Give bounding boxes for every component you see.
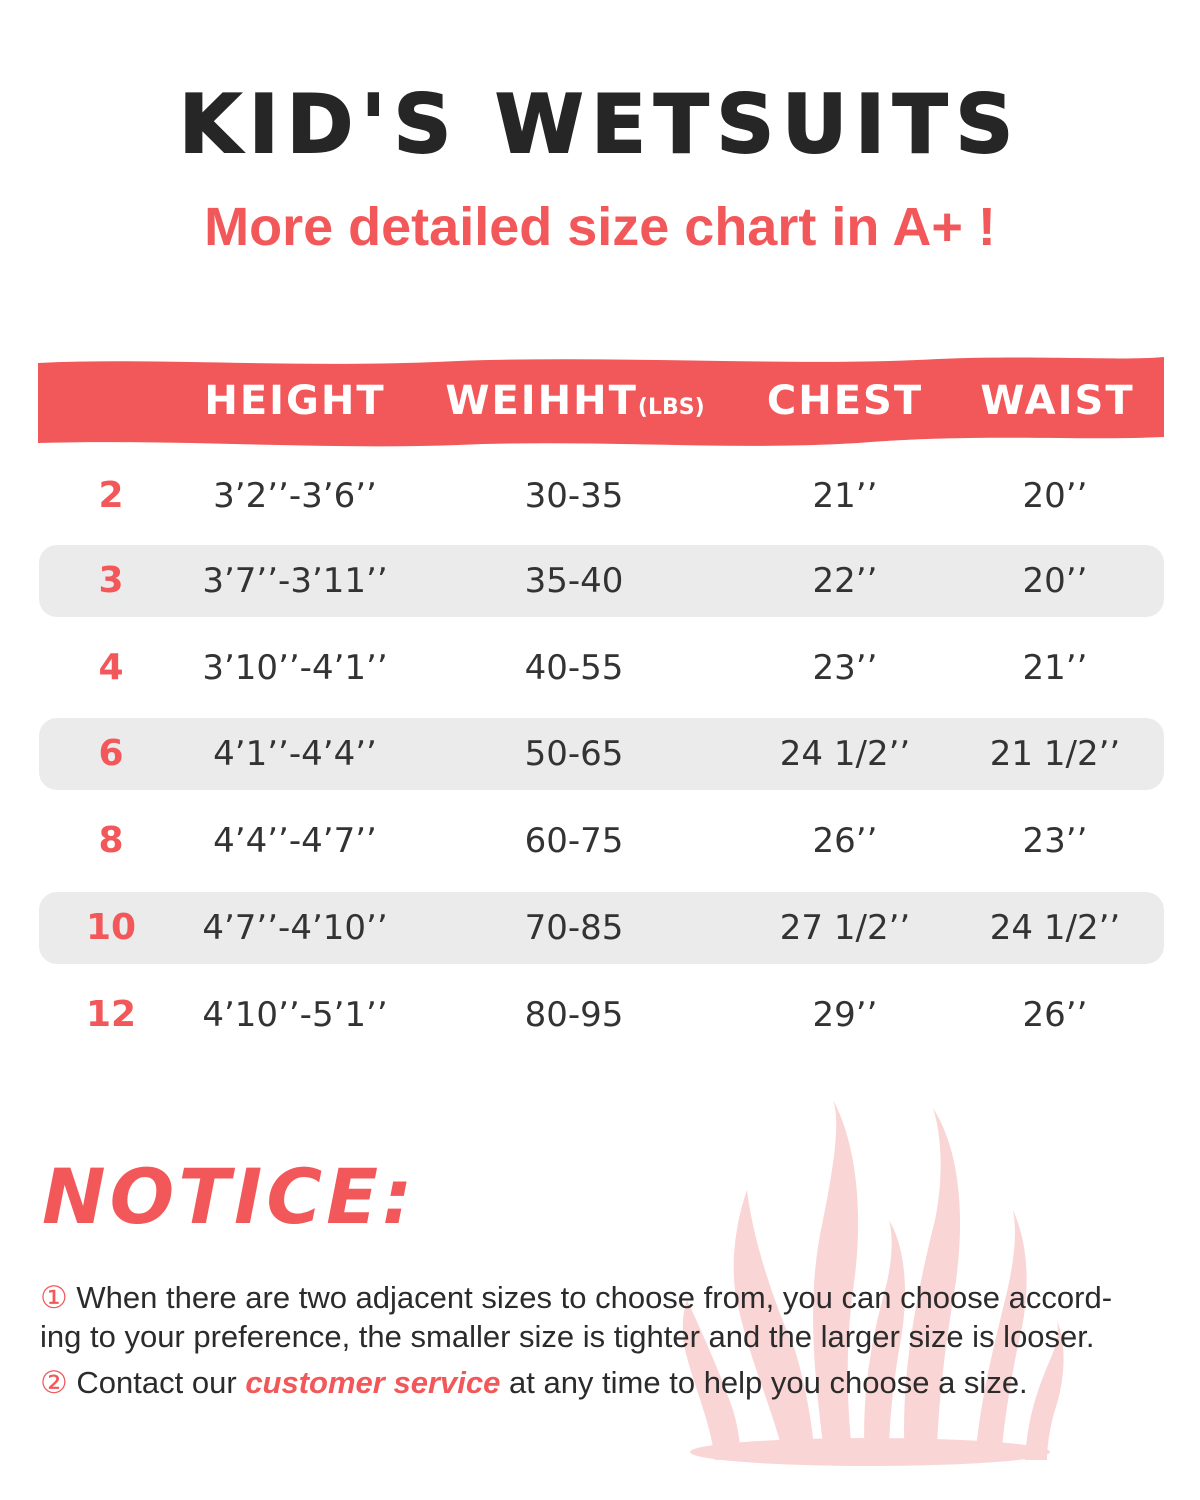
size-cell: 3 xyxy=(98,560,124,601)
column-header-chest: CHEST xyxy=(766,378,924,424)
waist-cell: 26’’ xyxy=(1022,995,1088,1035)
weight-cell: 40-55 xyxy=(524,648,624,688)
size-cell: 12 xyxy=(85,994,137,1035)
height-cell: 3’2’’-3’6’’ xyxy=(213,476,377,516)
table-row xyxy=(39,805,1164,877)
weight-cell: 30-35 xyxy=(524,476,624,516)
chest-cell: 27 1/2’’ xyxy=(779,908,911,948)
waist-cell: 20’’ xyxy=(1022,476,1088,516)
waist-cell: 21’’ xyxy=(1022,648,1088,688)
notice-item-1-text: When there are two adjacent sizes to choose from, you can choose accord- xyxy=(76,1280,1113,1315)
column-header-height: HEIGHT xyxy=(204,378,386,424)
notice-item-1 xyxy=(40,1280,1170,1316)
table-row xyxy=(39,979,1164,1051)
chest-cell: 24 1/2’’ xyxy=(779,734,911,774)
height-cell: 4’1’’-4’4’’ xyxy=(213,734,377,774)
column-header-waist: WAIST xyxy=(980,378,1135,424)
weight-cell: 50-65 xyxy=(524,734,624,774)
column-header-weight-unit: (LBS) xyxy=(637,395,705,420)
table-row xyxy=(39,545,1164,617)
column-header-weight-label: WEIHHT xyxy=(445,378,638,424)
chest-cell: 22’’ xyxy=(812,561,878,601)
customer-service-link[interactable]: customer service xyxy=(245,1365,501,1400)
weight-cell: 80-95 xyxy=(524,995,624,1035)
table-row xyxy=(39,718,1164,790)
size-cell: 2 xyxy=(98,475,124,516)
notice-item-1-continued: ing to your preference, the smaller size is tighter and the larger size is looser. xyxy=(40,1319,1095,1354)
size-cell: 6 xyxy=(98,733,124,774)
height-cell: 4’7’’-4’10’’ xyxy=(202,908,388,948)
height-cell: 3’7’’-3’11’’ xyxy=(202,561,388,601)
notice-title: NOTICE: xyxy=(42,1152,417,1241)
waist-cell: 24 1/2’’ xyxy=(989,908,1121,948)
notice-item-2-number: ② xyxy=(40,1365,68,1400)
size-cell: 8 xyxy=(98,820,124,861)
chest-cell: 29’’ xyxy=(812,995,878,1035)
waist-cell: 21 1/2’’ xyxy=(989,734,1121,774)
weight-cell: 60-75 xyxy=(524,821,624,861)
notice-item-2-text-start: Contact our xyxy=(76,1365,237,1400)
chest-cell: 21’’ xyxy=(812,476,878,516)
notice-item-2-text-end: at any time to help you choose a size. xyxy=(508,1365,1028,1400)
weight-cell: 35-40 xyxy=(524,561,624,601)
waist-cell: 20’’ xyxy=(1022,561,1088,601)
notice-item-1-number: ① xyxy=(40,1280,68,1315)
weight-cell: 70-85 xyxy=(524,908,624,948)
chest-cell: 26’’ xyxy=(812,821,878,861)
size-cell: 10 xyxy=(85,907,137,948)
page-title: KID'S WETSUITS xyxy=(178,78,1022,171)
chest-cell: 23’’ xyxy=(812,648,878,688)
height-cell: 4’4’’-4’7’’ xyxy=(213,821,377,861)
column-header-weight xyxy=(430,378,720,424)
size-cell: 4 xyxy=(98,647,124,688)
height-cell: 3’10’’-4’1’’ xyxy=(202,648,388,688)
page-subtitle: More detailed size chart in A+ ! xyxy=(204,197,996,257)
notice-item-2 xyxy=(40,1365,1170,1401)
table-row xyxy=(39,892,1164,964)
waist-cell: 23’’ xyxy=(1022,821,1088,861)
table-row xyxy=(39,460,1164,532)
table-row xyxy=(39,632,1164,704)
height-cell: 4’10’’-5’1’’ xyxy=(202,995,388,1035)
